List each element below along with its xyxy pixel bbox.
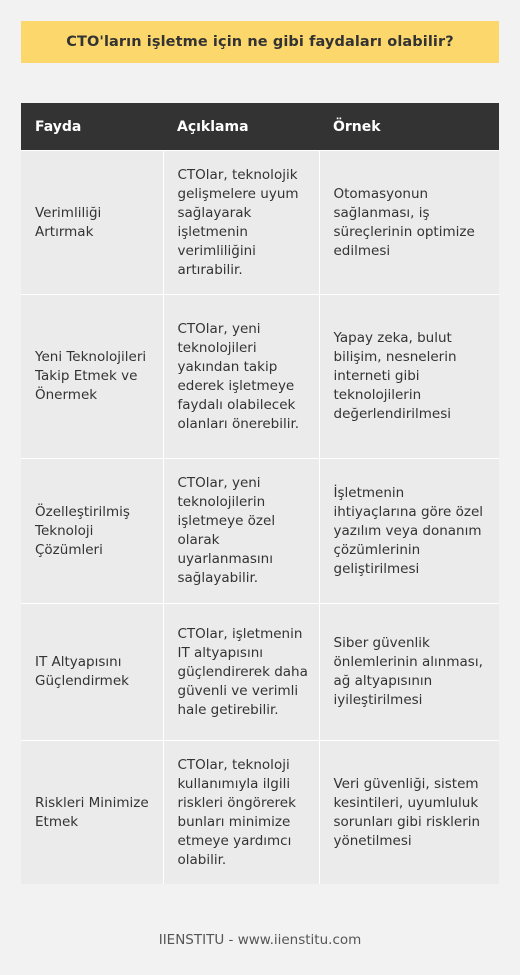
cell-example: Yapay zeka, bulut bilişim, nesnelerin interneti gibi teknolojilerin değerlendirilmesi — [319, 295, 499, 459]
header-fayda: Fayda — [21, 103, 163, 151]
table-row — [21, 295, 499, 459]
cell-description: CTOlar, işletmenin IT altyapısını güçlendirerek daha güvenli ve verimli hale getirebilir. — [163, 604, 319, 741]
cell-example: Siber güvenlik önlemlerinin alınması, ağ altyapısının iyileştirilmesi — [319, 604, 499, 741]
cell-example: Veri güvenliği, sistem kesintileri, uyumluluk sorunları gibi risklerin yönetilmesi — [319, 741, 499, 885]
cell-description: CTOlar, yeni teknolojilerin işletmeye özel olarak uyarlanmasını sağlayabilir. — [163, 459, 319, 604]
cell-description: CTOlar, yeni teknolojileri yakından takip ederek işletmeye faydalı olabilecek olanları önerebilir. — [163, 295, 319, 459]
table-row — [21, 151, 499, 295]
cell-benefit: Özelleştirilmiş Teknoloji Çözümleri — [21, 459, 163, 604]
table-row — [21, 459, 499, 604]
table-row — [21, 741, 499, 885]
cell-benefit: Riskleri Minimize Etmek — [21, 741, 163, 885]
cell-description: CTOlar, teknolojik gelişmelere uyum sağlayarak işletmenin verimliliğini artırabilir. — [163, 151, 319, 295]
header-aciklama: Açıklama — [163, 103, 319, 151]
title-banner — [21, 21, 499, 63]
footer-credit: IIENSTITU - www.iienstitu.com — [158, 932, 362, 948]
benefits-table — [21, 103, 499, 884]
cell-benefit: Verimliliği Artırmak — [21, 151, 163, 295]
cell-benefit: IT Altyapısını Güçlendirmek — [21, 604, 163, 741]
cell-benefit: Yeni Teknolojileri Takip Etmek ve Önermek — [21, 295, 163, 459]
header-ornek: Örnek — [319, 103, 499, 151]
table-row — [21, 604, 499, 741]
cell-example: Otomasyonun sağlanması, iş süreçlerinin optimize edilmesi — [319, 151, 499, 295]
table-header-row — [21, 103, 499, 151]
cell-example: İşletmenin ihtiyaçlarına göre özel yazılım veya donanım çözümlerinin geliştirilmesi — [319, 459, 499, 604]
benefits-table-container — [21, 103, 499, 884]
cell-description: CTOlar, teknoloji kullanımıyla ilgili riskleri öngörerek bunları minimize etmeye yardımcı olabilir. — [163, 741, 319, 885]
page-title: CTO'ların işletme için ne gibi faydaları olabilir? — [66, 34, 454, 50]
